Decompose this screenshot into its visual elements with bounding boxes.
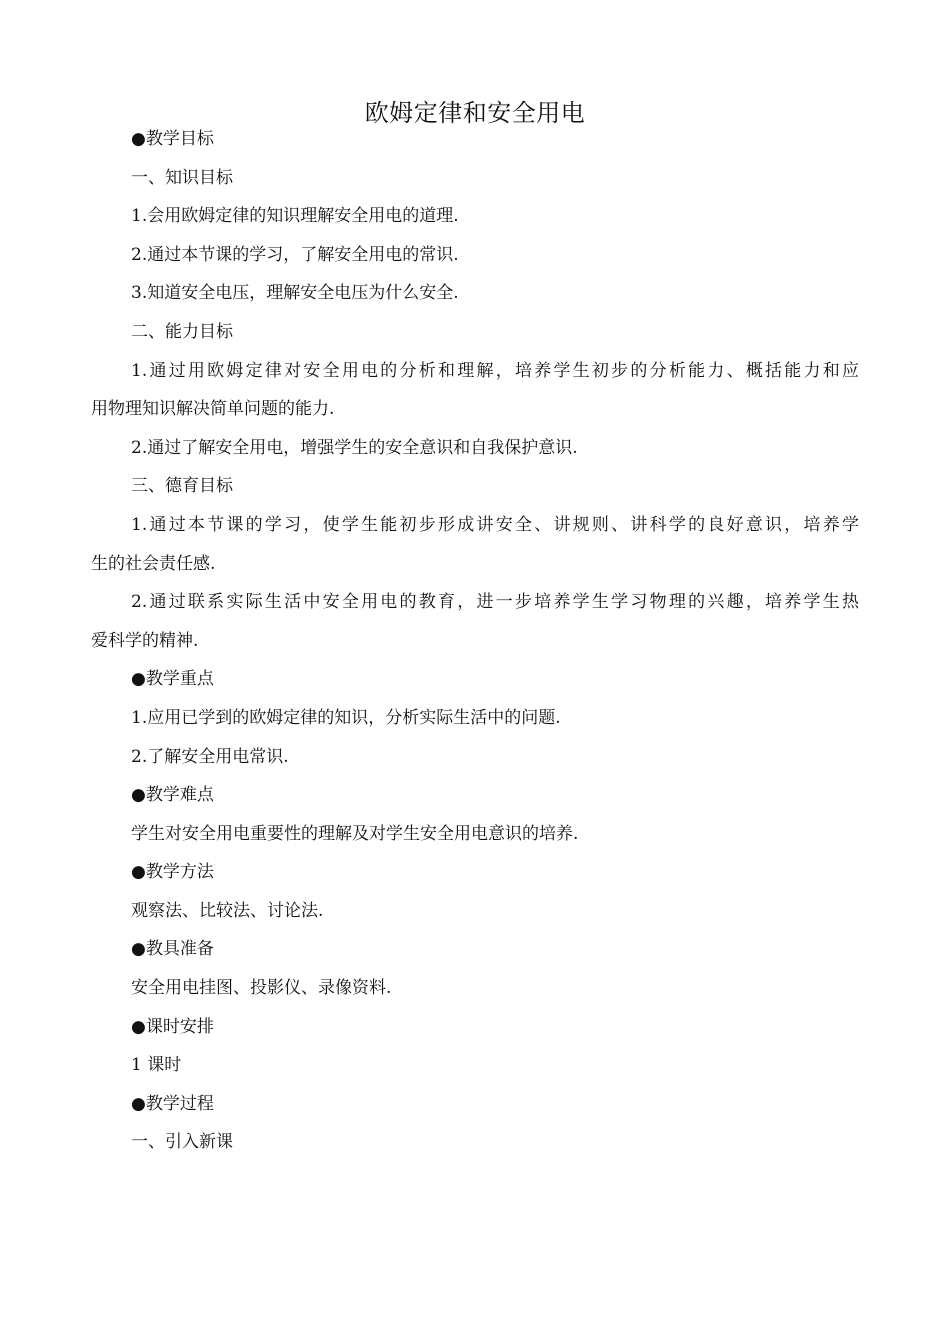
schedule-text: 1 课时 [131, 1055, 182, 1076]
moral-goal-2-line-2: 爱科学的精神. [91, 630, 199, 651]
section-heading-key-points: ●教学重点 [131, 669, 214, 690]
section-heading-process: ●教学过程 [131, 1093, 214, 1114]
process-step-1: 一、引入新课 [131, 1132, 233, 1153]
moral-goal-1-line-1: 1.通过本节课的学习，使学生能初步形成讲安全、讲规则、讲科学的良好意识，培养学 [131, 514, 859, 535]
section-heading-difficulties: ●教学难点 [131, 785, 214, 806]
key-point-1: 1.应用已学到的欧姆定律的知识，分析实际生活中的问题. [131, 707, 561, 728]
ability-goal-1-line-2: 用物理知识解决简单问题的能力. [91, 399, 335, 420]
subsection-knowledge-goals: 一、知识目标 [131, 167, 233, 188]
methods-text: 观察法、比较法、讨论法. [131, 900, 324, 921]
section-heading-schedule: ●课时安排 [131, 1016, 214, 1037]
subsection-ability-goals: 二、能力目标 [131, 321, 233, 342]
moral-goal-1-line-2: 生的社会责任感. [91, 553, 216, 574]
ability-goal-1-line-1: 1.通过用欧姆定律对安全用电的分析和理解，培养学生初步的分析能力、概括能力和应 [131, 360, 859, 381]
materials-text: 安全用电挂图、投影仪、录像资料. [131, 978, 392, 999]
difficulty-text: 学生对安全用电重要性的理解及对学生安全用电意识的培养. [131, 823, 579, 844]
section-heading-teaching-goals: ●教学目标 [131, 129, 214, 149]
knowledge-goal-2: 2.通过本节课的学习，了解安全用电的常识. [131, 244, 459, 265]
subsection-moral-goals: 三、德育目标 [131, 476, 233, 497]
document-body [91, 120, 859, 1162]
key-point-2: 2.了解安全用电常识. [131, 746, 289, 767]
ability-goal-2: 2.通过了解安全用电，增强学生的安全意识和自我保护意识. [131, 437, 578, 458]
moral-goal-2-line-1: 2.通过联系实际生活中安全用电的教育，进一步培养学生学习物理的兴趣，培养学生热 [131, 592, 859, 613]
knowledge-goal-1: 1.会用欧姆定律的知识理解安全用电的道理. [131, 206, 459, 227]
knowledge-goal-3: 3.知道安全电压，理解安全电压为什么安全. [131, 283, 459, 304]
document-title: 欧姆定律和安全用电 [364, 99, 586, 127]
section-heading-materials: ●教具准备 [131, 939, 214, 960]
section-heading-methods: ●教学方法 [131, 862, 214, 883]
